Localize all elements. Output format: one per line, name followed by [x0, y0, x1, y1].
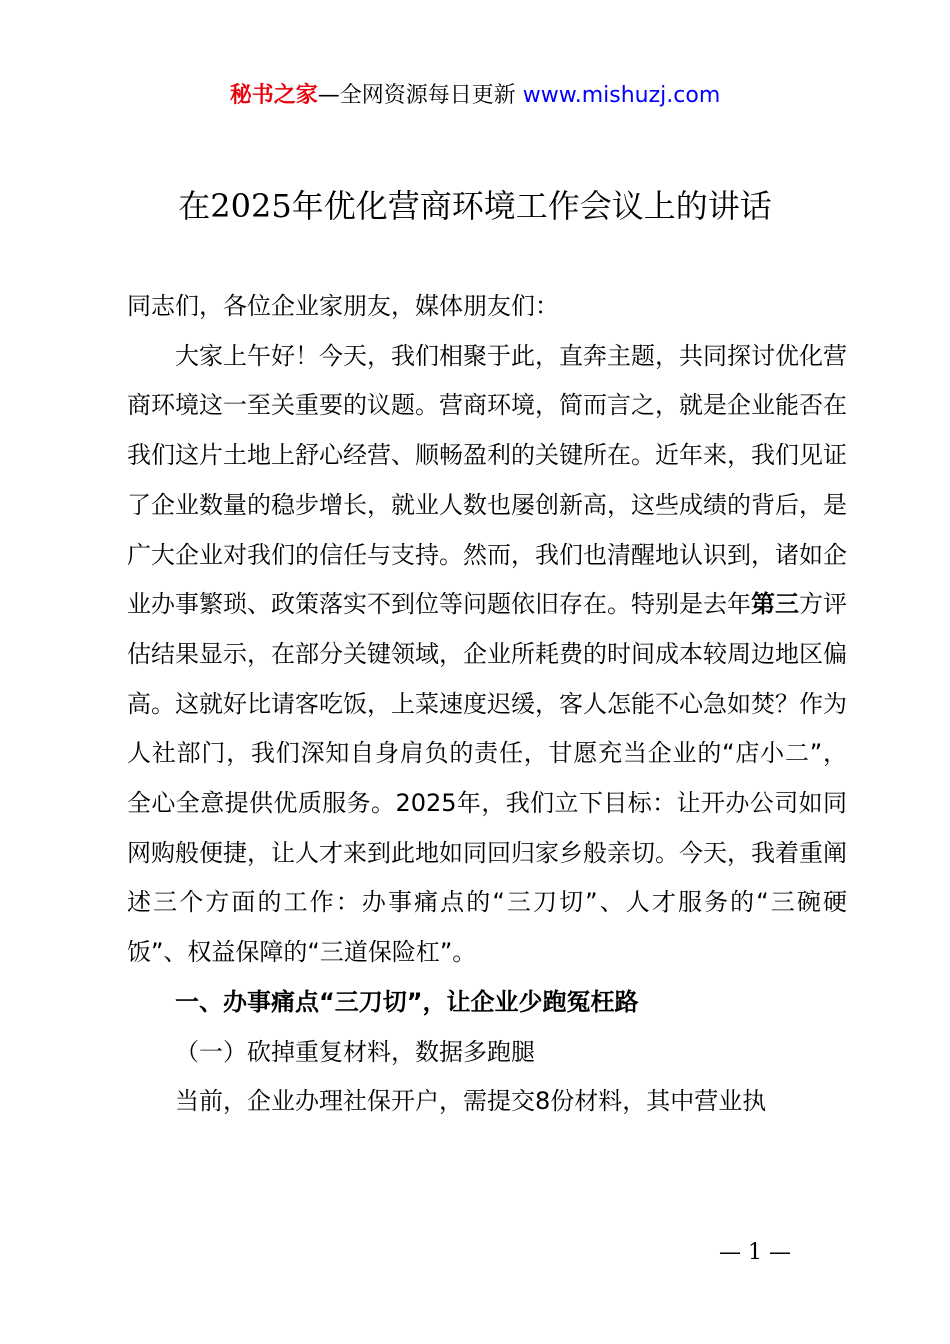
site-header [0, 78, 950, 114]
site-url-link[interactable]: www.mishuzj.com [522, 83, 721, 108]
salutation: 同志们，各位企业家朋友，媒体朋友们： [127, 292, 559, 320]
paragraph-opening-part-b: 方评估结果显示，在部分关键领域，企业所耗费的时间成本较周边地区偏高。这就好比请客吃饭，上菜速度迟缓，客人怎能不心急如焚？作为人社部门，我们深知自身肩负的责任，甘愿充当企业的“店小二”，全心全意提供优质服务。2025年，我们立下目标：让开办公司如同网购般便捷，让人才来到此地如同回归家乡般亲切。今天，我着重阐述三个方面的工作：办事痛点的“三刀切”、人才服务的“三碗硬饭”、权益保障的“三道保险杠”。 [127, 590, 847, 967]
subsection-heading-1: （一）砍掉重复材料，数据多跑腿 [175, 1037, 535, 1066]
header-slogan: —全网资源每日更新 [317, 83, 523, 108]
document-title: 在2025年优化营商环境工作会议上的讲话 [178, 187, 772, 225]
page-number: — 1 — [719, 1240, 791, 1265]
paragraph-opening-bold: 第三 [751, 590, 799, 619]
section-heading-1: 一、办事痛点“三刀切”，让企业少跑冤枉路 [175, 987, 639, 1016]
paragraph-opening [127, 332, 847, 978]
paragraph-subsection-1: 当前，企业办理社保开户，需提交8份材料，其中营业执 [175, 1087, 767, 1116]
brand-name: 秘书之家 [229, 83, 318, 108]
document-body [127, 282, 847, 1127]
paragraph-opening-part-a: 大家上午好！今天，我们相聚于此，直奔主题，共同探讨优化营商环境这一至关重要的议题。营商环境，简而言之，就是企业能否在我们这片土地上舒心经营、顺畅盈利的关键所在。近年来，我们见证了企业数量的稳步增长，就业人数也屡创新高，这些成绩的背后，是广大企业对我们的信任与支持。然而，我们也清醒地认识到，诸如企业办事繁琐、政策落实不到位等问题依旧存在。特别是去年 [127, 341, 847, 619]
